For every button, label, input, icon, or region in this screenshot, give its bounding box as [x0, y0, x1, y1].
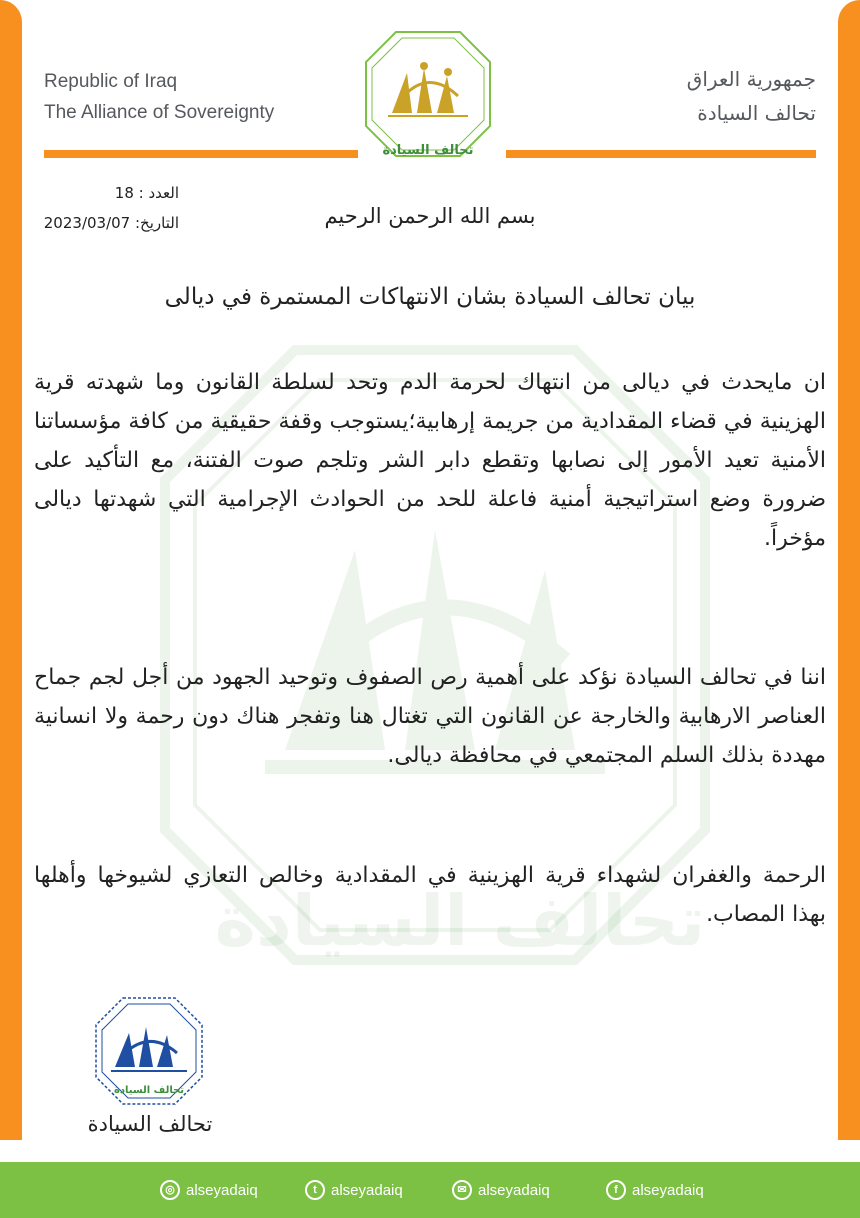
header-english-line1: Republic of Iraq: [44, 71, 178, 92]
statement-title: بيان تحالف السيادة بشان الانتهاكات المستمرة في ديالى: [164, 284, 696, 310]
footer-social-facebook[interactable]: [606, 1180, 704, 1200]
header-arabic-line1: جمهورية العراق: [686, 67, 816, 91]
twitter-icon: t: [305, 1180, 325, 1200]
header-rule-left: [44, 150, 358, 158]
header-arabic: [687, 62, 816, 130]
footer-social-dribbble[interactable]: [160, 1180, 258, 1200]
footer-handle: alseyadaiq: [632, 1181, 704, 1199]
orange-frame-right: [838, 0, 860, 1140]
footer-handle: alseyadaiq: [478, 1181, 550, 1199]
logo-signature-caption: تحالف السيادة: [113, 1085, 185, 1096]
header-rule-right: [506, 150, 816, 158]
logo-top-caption: تحالف السيادة: [382, 143, 474, 158]
watermark-caption: تحالف السيادة: [214, 880, 706, 962]
document-date: التاريخ: 2023/03/07: [43, 214, 179, 232]
alliance-logo-top: [362, 28, 494, 160]
dribbble-icon: ◎: [160, 1180, 180, 1200]
basmala: بسم الله الرحمن الرحيم: [324, 204, 536, 228]
signature-name: تحالف السيادة: [87, 1112, 213, 1136]
alliance-logo-signature: [93, 995, 205, 1107]
document-meta: [24, 178, 179, 238]
footer-bar: [0, 1162, 860, 1218]
footer-social-mail[interactable]: [452, 1180, 550, 1200]
statement-paragraph-2: اننا في تحالف السيادة نؤكد على أهمية رص الصفوف وتوحيد الجهود من أجل لجم جماح العناصر الارهابية والخارجة عن القانون التي تغتال هنا وتفجر هناك دون رحمة ولا انسانية مهددة بذلك السلم المجتمعي في محافظة ديالى.: [34, 665, 826, 768]
statement-paragraph-3: الرحمة والغفران لشهداء قرية الهزينية في المقدادية وخالص التعازي لشيوخها وأهلها بهذا المصاب.: [34, 863, 826, 927]
facebook-icon: f: [606, 1180, 626, 1200]
orange-frame-left: [0, 0, 22, 1140]
footer-handle: alseyadaiq: [186, 1181, 258, 1199]
footer-handle: alseyadaiq: [331, 1181, 403, 1199]
document-number: العدد : 18: [114, 184, 179, 202]
mail-icon: ✉: [452, 1180, 472, 1200]
statement-paragraph-1: ان مايحدث في ديالى من انتهاك لحرمة الدم وتحد لسلطة القانون وما شهدته قرية الهزينية في قضاء المقدادية من جريمة إرهابية؛يستوجب وقفة حقيقية من كافة مؤسساتنا الأمنية تعيد الأمور إلى نصابها وتقطع دابر الشر وتلجم صوت الفتنة، مع التأكيد على ضرورة وضع استراتيجية أمنية فاعلة للحد من الحوادث الإجرامية التي شهدتها ديالى مؤخراً.: [34, 370, 826, 551]
footer-social-twitter[interactable]: [305, 1180, 403, 1200]
header-english: [44, 66, 274, 128]
header-english-line2: The Alliance of Sovereignty: [44, 102, 275, 123]
header-arabic-line2: تحالف السيادة: [697, 101, 816, 125]
